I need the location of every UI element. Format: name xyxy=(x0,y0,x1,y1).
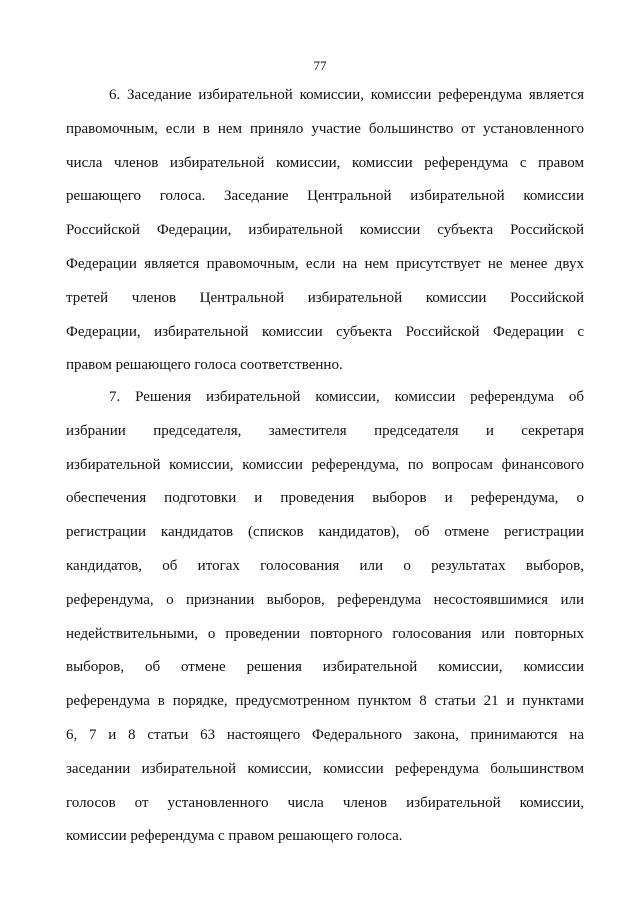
page-number: 77 xyxy=(313,58,327,73)
text-line: референдума в порядке, предусмотренном пунктом 8 статьи 21 и пунктами xyxy=(66,693,584,710)
text-line: третей членов Центральной избирательной комиссии Российской xyxy=(66,289,584,306)
text-line: выборов, об отмене решения избирательной комиссии, комиссии xyxy=(66,659,584,676)
text-line: 6. Заседание избирательной комиссии, комиссии референдума является xyxy=(109,87,584,103)
text-line: недействительными, о проведении повторного голосования или повторных xyxy=(66,625,584,642)
text-line: комиссии референдума с правом решающего голоса. xyxy=(66,828,403,845)
text-line: Федерации, избирательной комиссии субъекта Российской Федерации с xyxy=(66,323,584,340)
text-line: голосов от установленного числа членов избирательной комиссии, xyxy=(66,794,584,811)
text-line: заседании избирательной комиссии, комиссии референдума большинством xyxy=(66,760,584,777)
text-line: избрании председателя, заместителя председателя и секретаря xyxy=(66,422,584,439)
paragraph-7 xyxy=(66,381,584,854)
text-line: референдума, о признании выборов, референдума несостоявшимися или xyxy=(66,591,584,608)
text-line: 7. Решения избирательной комиссии, комиссии референдума об xyxy=(109,389,584,405)
text-line: Федерации является правомочным, если на нем присутствует не менее двух xyxy=(66,255,584,272)
paragraph-6 xyxy=(66,79,584,383)
text-line: регистрации кандидатов (списков кандидатов), об отмене регистрации xyxy=(66,524,584,541)
text-line: правом решающего голоса соответственно. xyxy=(66,357,343,374)
text-line: числа членов избирательной комиссии, комиссии референдума с правом xyxy=(66,154,584,171)
text-line: обеспечения подготовки и проведения выборов и референдума, о xyxy=(66,490,584,507)
text-line: решающего голоса. Заседание Центральной избирательной комиссии xyxy=(66,188,584,205)
text-line: 6, 7 и 8 статьи 63 настоящего Федерального закона, принимаются на xyxy=(66,726,584,743)
text-line: кандидатов, об итогах голосования или о результатах выборов, xyxy=(66,557,584,574)
text-line: Российской Федерации, избирательной комиссии субъекта Российской xyxy=(66,222,584,239)
text-line: правомочным, если в нем приняло участие большинство от установленного xyxy=(66,120,584,137)
text-line: избирательной комиссии, комиссии референдума, по вопросам финансового xyxy=(66,456,584,473)
